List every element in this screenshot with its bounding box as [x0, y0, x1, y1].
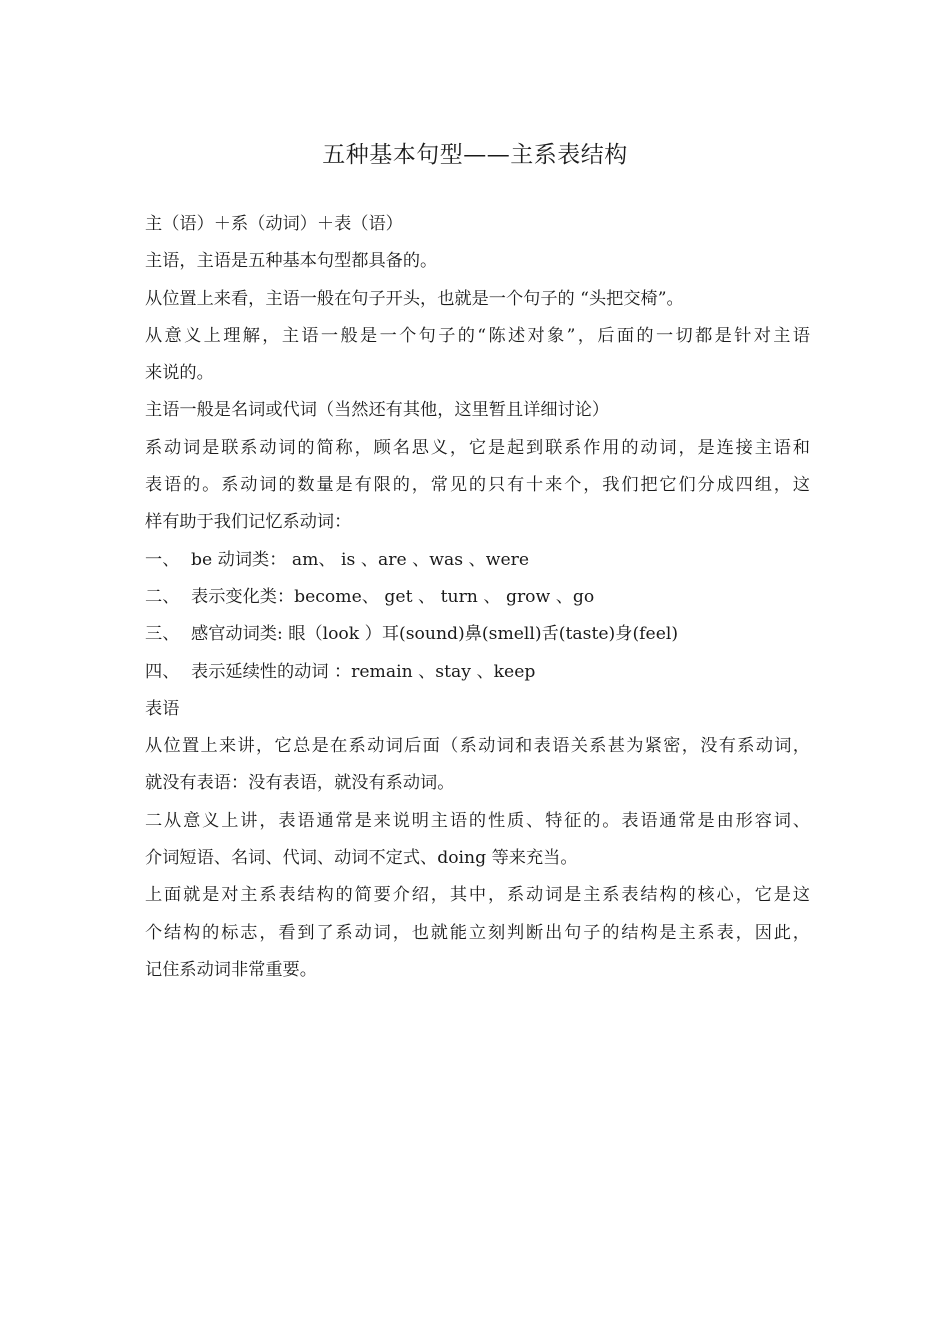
paragraph-line: 记住系动词非常重要。: [145, 959, 317, 980]
paragraph-line: 从意义上理解，主语一般是一个句子的“陈述对象”，后面的一切都是针对主语: [145, 325, 810, 346]
list-item: [145, 616, 810, 653]
paragraph-line: 表语的。系动词的数量是有限的，常见的只有十来个，我们把它们分成四组，这: [145, 475, 810, 496]
paragraph-line: 主语一般是名词或代词（当然还有其他，这里暂且详细讨论）: [145, 400, 610, 421]
paragraph-line: 个结构的标志，看到了系动词，也就能立刻判断出句子的结构是主系表，因此，: [145, 922, 810, 943]
list-item-number: 三、: [145, 624, 180, 645]
document-title: 五种基本句型——主系表结构: [322, 142, 628, 168]
list-item: [145, 579, 810, 616]
list-item-text: be 动词类： am、 is 、are 、was 、were: [191, 549, 530, 570]
paragraph-line: 表语: [145, 698, 180, 719]
paragraph-line: 样有助于我们记忆系动词：: [145, 512, 352, 533]
paragraph-line: 系动词是联系动词的简称，顾名思义，它是起到联系作用的动词，是连接主语和: [145, 437, 810, 458]
list-item-number: 四、: [145, 661, 180, 682]
list-item: [145, 542, 810, 579]
list-item-number: 一、: [145, 549, 180, 570]
paragraph-line: 来说的。: [145, 363, 214, 384]
list-item-text: 感官动词类: 眼（look ）耳(sound)鼻(smell)舌(taste)身(feel): [191, 624, 679, 645]
paragraph-line: 从位置上来看，主语一般在句子开头，也就是一个句子的 “头把交椅”。: [145, 288, 684, 309]
paragraph-line: 二从意义上讲，表语通常是来说明主语的性质、特征的。表语通常是由形容词、: [145, 810, 810, 831]
document-body: [145, 206, 810, 989]
list-item: [145, 654, 810, 691]
list-item-text: 表示变化类：become、 get 、 turn 、 grow 、go: [191, 586, 595, 607]
paragraph-line: 上面就是对主系表结构的简要介绍，其中，系动词是主系表结构的核心，它是这: [145, 885, 810, 906]
paragraph-line: 从位置上来讲，它总是在系动词后面（系动词和表语关系甚为紧密，没有系动词，: [145, 736, 810, 757]
paragraph-line: 主语，主语是五种基本句型都具备的。: [145, 251, 438, 272]
list-item-number: 二、: [145, 586, 180, 607]
list-item-text: 表示延续性的动词 ：remain 、stay 、keep: [191, 661, 536, 682]
paragraph-line: 介词短语、名词、代词、动词不定式、doing 等来充当。: [145, 848, 578, 869]
paragraph-line: 主（语）＋系（动词）＋表（语）: [145, 214, 403, 234]
paragraph-line: 就没有表语：没有表语，就没有系动词。: [145, 773, 455, 794]
